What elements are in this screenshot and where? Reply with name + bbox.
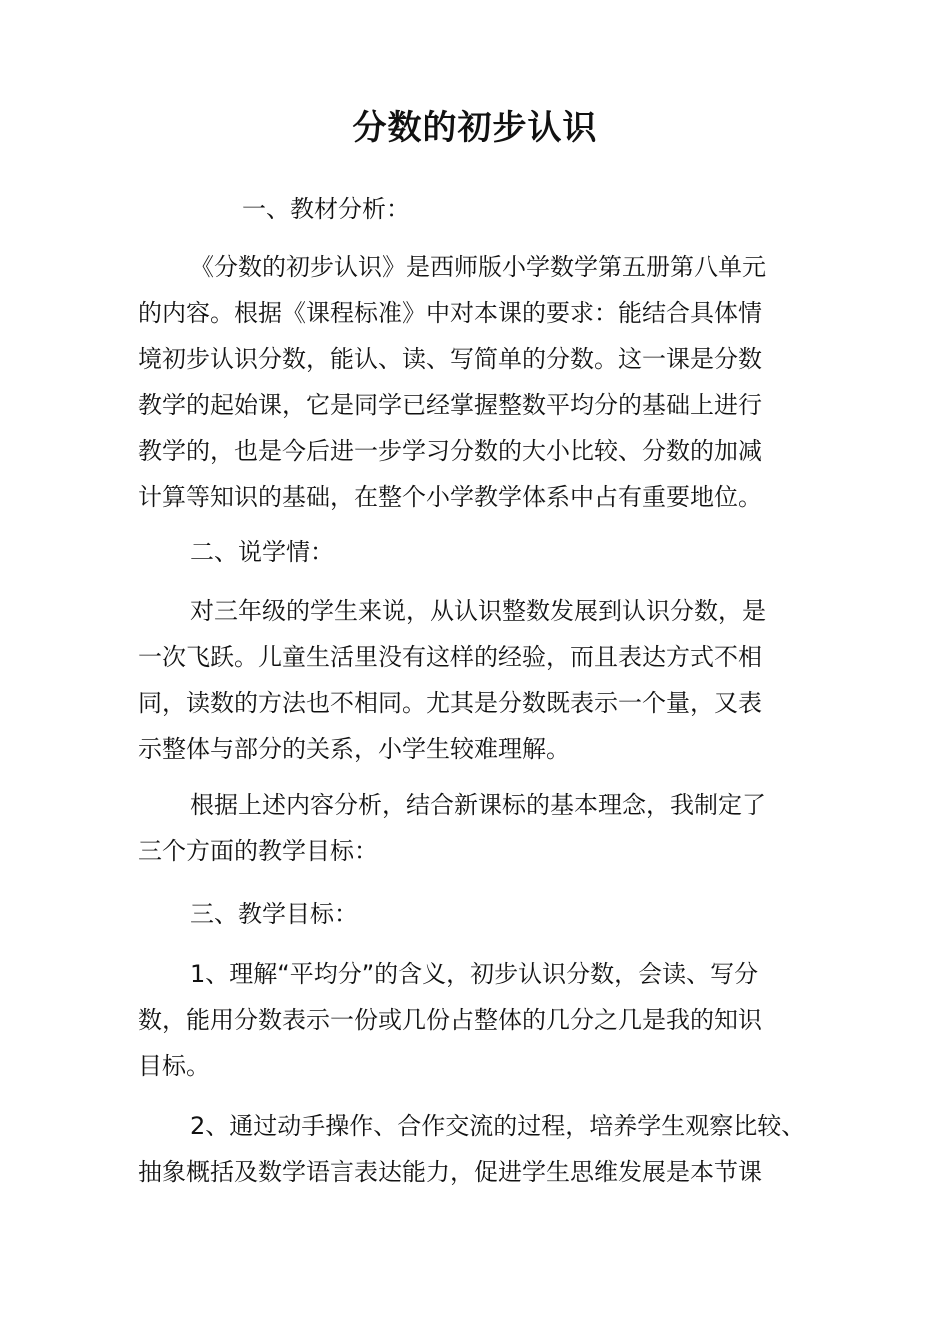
section-heading-3 xyxy=(138,891,838,937)
paragraph-goal-2 xyxy=(138,1103,858,1195)
paragraph-student-analysis xyxy=(138,588,838,772)
paragraph-line: 对三年级的学生来说，从认识整数发展到认识分数，是 xyxy=(190,597,766,625)
section-heading-3-text: 三、教学目标： xyxy=(190,900,358,928)
paragraph-line: 教学的起始课，它是同学已经掌握整数平均分的基础上进行 xyxy=(138,391,762,419)
section-heading-2 xyxy=(138,529,838,575)
paragraph-line: 三个方面的教学目标： xyxy=(138,837,378,865)
paragraph-goal-1 xyxy=(138,951,838,1089)
paragraph-line: 数，能用分数表示一份或几份占整体的几分之几是我的知识 xyxy=(138,1006,762,1034)
paragraph-line: 计算等知识的基础，在整个小学教学体系中占有重要地位。 xyxy=(138,483,762,511)
paragraph-line: 一次飞跃。儿童生活里没有这样的经验，而且表达方式不相 xyxy=(138,643,762,671)
paragraph-line: 根据上述内容分析，结合新课标的基本理念，我制定了 xyxy=(190,791,766,819)
paragraph-line: 2、通过动手操作、合作交流的过程，培养学生观察比较、 xyxy=(190,1112,806,1140)
document-title: 分数的初步认识 xyxy=(352,108,598,148)
paragraph-goal-intro xyxy=(138,782,838,874)
paragraph-teaching-material xyxy=(138,244,838,520)
paragraph-line: 境初步认识分数，能认、读、写简单的分数。这一课是分数 xyxy=(138,345,762,373)
paragraph-line: 1、理解“平均分”的含义，初步认识分数，会读、写分 xyxy=(190,960,759,988)
section-heading-1 xyxy=(138,186,838,232)
section-heading-2-text: 二、说学情： xyxy=(190,538,334,566)
paragraph-line: 抽象概括及数学语言表达能力，促进学生思维发展是本节课 xyxy=(138,1158,762,1186)
paragraph-line: 同，读数的方法也不相同。尤其是分数既表示一个量，又表 xyxy=(138,689,762,717)
section-heading-1-text: 一、教材分析： xyxy=(242,195,410,223)
paragraph-line: 示整体与部分的关系，小学生较难理解。 xyxy=(138,735,570,763)
paragraph-line: 教学的，也是今后进一步学习分数的大小比较、分数的加减 xyxy=(138,437,762,465)
paragraph-line: 《分数的初步认识》是西师版小学数学第五册第八单元 xyxy=(190,253,766,281)
paragraph-line: 目标。 xyxy=(138,1052,210,1080)
paragraph-line: 的内容。根据《课程标准》中对本课的要求：能结合具体情 xyxy=(138,299,762,327)
